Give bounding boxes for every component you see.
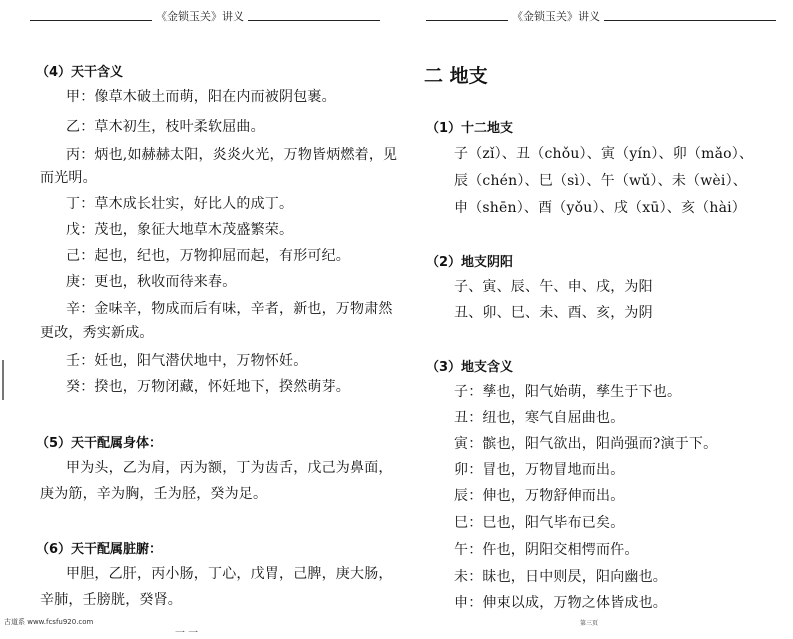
header-title: 《金锁玉关》讲义 [152,8,248,24]
section-title: （5）天干配属身体： [36,436,163,451]
text-line: 未：昧也，日中则昃，阳向幽也。 [454,569,667,585]
text-line: 甲为头，乙为肩，丙为额，丁为齿舌，戊己为鼻面， [66,460,393,476]
right-page [396,0,793,631]
text-line: 辛：金味辛，物成而后有味，辛者，新也，万物肃然 [66,301,393,317]
text-line: 午：仵也，阴阳交相愕而仵。 [454,542,639,558]
text-line: 而光明。 [40,170,97,186]
section-title: （3）地支含义 [426,360,514,375]
section-title: （2）地支阴阳 [426,255,514,270]
site-watermark: 古道系 www.fcsfu920.com [4,618,94,626]
text-line: 申：伸束以成，万物之体皆成也。 [454,595,667,611]
text-line: 巳：巳也，阳气毕布已矣。 [454,515,625,531]
text-line: 辰：伸也，万物舒伸而出。 [454,488,625,504]
text-line: 更改，秀实新成。 [40,325,154,341]
text-line: 癸：揆也，万物闭藏，怀妊地下，揆然萌芽。 [66,379,350,395]
chapter-title: 二 地支 [424,65,488,87]
page-edge-mark [2,360,4,400]
section-title: （4）天干含义 [36,65,124,80]
text-line: 子：孳也，阳气始萌，孳生于下也。 [454,384,682,400]
text-line: 申（shēn）、酉（yǒu）、戌（xū）、亥（hài） [454,200,747,216]
text-line: 子、寅、辰、午、申、戌，为阳 [454,279,653,295]
text-line: 寅：髌也，阳气欲出，阳尚强而?演于下。 [454,436,718,452]
text-line: 丁：草木成长壮实，好比人的成丁。 [66,196,294,212]
text-line: 卯：冒也，万物冒地而出。 [454,462,625,478]
text-line: 己：起也，纪也，万物抑屈而起，有形可纪。 [66,248,350,264]
text-line: 甲胆，乙肝，丙小肠，丁心，戊胃，己脾，庚大肠， [66,566,393,582]
text-line: 辛肺，壬膀胱，癸肾。 [40,592,182,608]
text-line: 甲：像草木破土而萌，阳在内而被阴包裹。 [66,89,336,105]
page-number: 第三页 [580,620,599,627]
header-title: 《金锁玉关》讲义 [508,8,604,24]
text-line: 乙：草木初生，枝叶柔软屈曲。 [66,119,265,135]
text-line: 庚为筋，辛为胸，壬为胫，癸为足。 [40,486,268,502]
text-line: 辰（chén）、巳（sì）、午（wǔ）、未（wèi）、 [454,173,747,189]
section-title: （6）天干配属脏腑： [36,542,163,557]
text-line: 壬：妊也，阳气潜伏地中，万物怀妊。 [66,353,308,369]
cut-off-text: 一 一 [175,628,199,639]
text-line: 子（zǐ）、丑（chǒu）、寅（yín）、卯（mǎo）、 [454,146,754,162]
section-title: （1）十二地支 [426,121,514,136]
text-line: 丑、卯、巳、未、酉、亥，为阴 [454,305,653,321]
text-line: 戊：茂也，象征大地草木茂盛繁荣。 [66,222,294,238]
left-page [0,0,396,631]
text-line: 庚：更也，秋收而待来春。 [66,274,237,290]
text-line: 丙：炳也,如赫赫太阳，炎炎火光，万物皆炳燃着，见 [66,147,398,163]
text-line: 丑：纽也，寒气自屈曲也。 [454,410,625,426]
